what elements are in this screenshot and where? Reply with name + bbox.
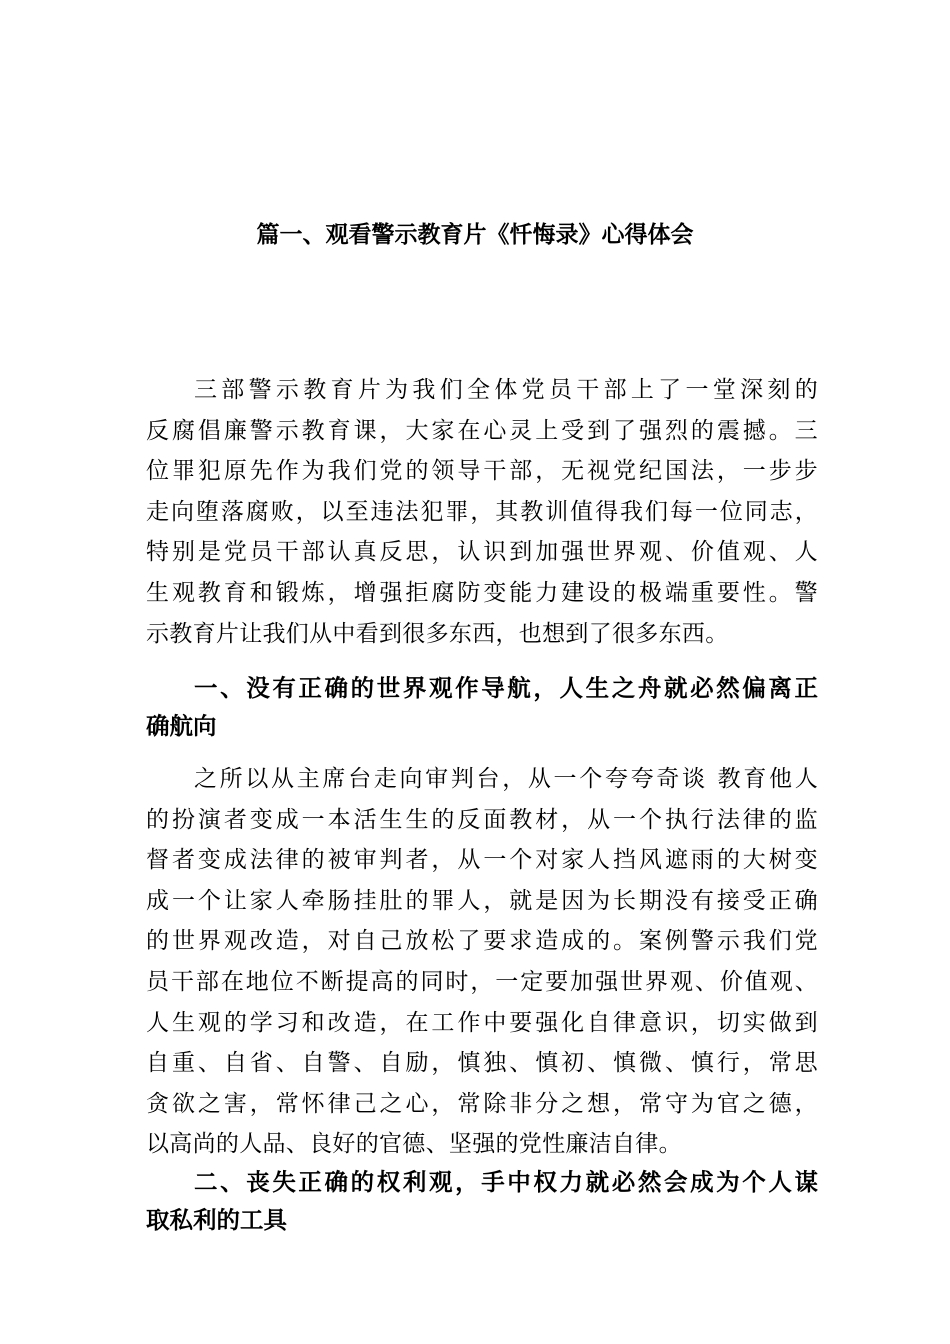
- text-line: 位罪犯原先作为我们党的领导干部，无视党纪国法，一步步: [146, 458, 818, 485]
- section-1-paragraph: [146, 759, 818, 1165]
- text-line: 的扮演者变成一本活生生的反面教材，从一个执行法律的监: [146, 806, 818, 833]
- text-line: 人生观的学习和改造，在工作中要强化自律意识，切实做到: [146, 1009, 818, 1036]
- section-2-heading: [146, 1163, 818, 1239]
- text-line: 三部警示教育片为我们全体党员干部上了一堂深刻的: [194, 377, 818, 403]
- text-line: 生观教育和锻炼，增强拒腐防变能力建设的极端重要性。警: [146, 579, 818, 606]
- text-line: 特别是党员干部认真反思，认识到加强世界观、价值观、人: [146, 539, 818, 566]
- text-line: 员干部在地位不断提高的同时，一定要加强世界观、价值观、: [146, 968, 818, 995]
- text-line: 的世界观改造，对自己放松了要求造成的。案例警示我们党: [146, 928, 818, 955]
- text-line: 自重、自省、自警、自励，慎独、慎初、慎微、慎行，常思: [146, 1050, 818, 1077]
- section-1-heading: [146, 669, 818, 745]
- text-line: 以高尚的人品、良好的官德、坚强的党性廉洁自律。: [146, 1131, 682, 1158]
- heading-line: 二、丧失正确的权利观，手中权力就必然会成为个人谋: [194, 1168, 818, 1196]
- text-line: 之所以从主席台走向审判台，从一个夸夸奇谈 教育他人: [194, 766, 818, 792]
- text-line: 贪欲之害，常怀律己之心，常除非分之想，常守为官之德，: [146, 1090, 818, 1117]
- heading-line: 确航向: [146, 712, 217, 740]
- heading-line: 取私利的工具: [146, 1206, 287, 1234]
- text-line: 走向堕落腐败，以至违法犯罪，其教训值得我们每一位同志，: [146, 498, 818, 525]
- text-line: 督者变成法律的被审判者，从一个对家人挡风遮雨的大树变: [146, 847, 818, 874]
- text-line: 示教育片让我们从中看到很多东西，也想到了很多东西。: [146, 620, 729, 647]
- heading-line: 一、没有正确的世界观作导航，人生之舟就必然偏离正: [194, 674, 818, 702]
- document-title: 篇一、观看警示教育片《忏悔录》心得体会: [256, 222, 694, 248]
- text-line: 成一个让家人牵肠挂肚的罪人，就是因为长期没有接受正确: [146, 887, 818, 914]
- text-line: 反腐倡廉警示教育课，大家在心灵上受到了强烈的震撼。三: [146, 417, 818, 444]
- intro-paragraph: [146, 370, 818, 654]
